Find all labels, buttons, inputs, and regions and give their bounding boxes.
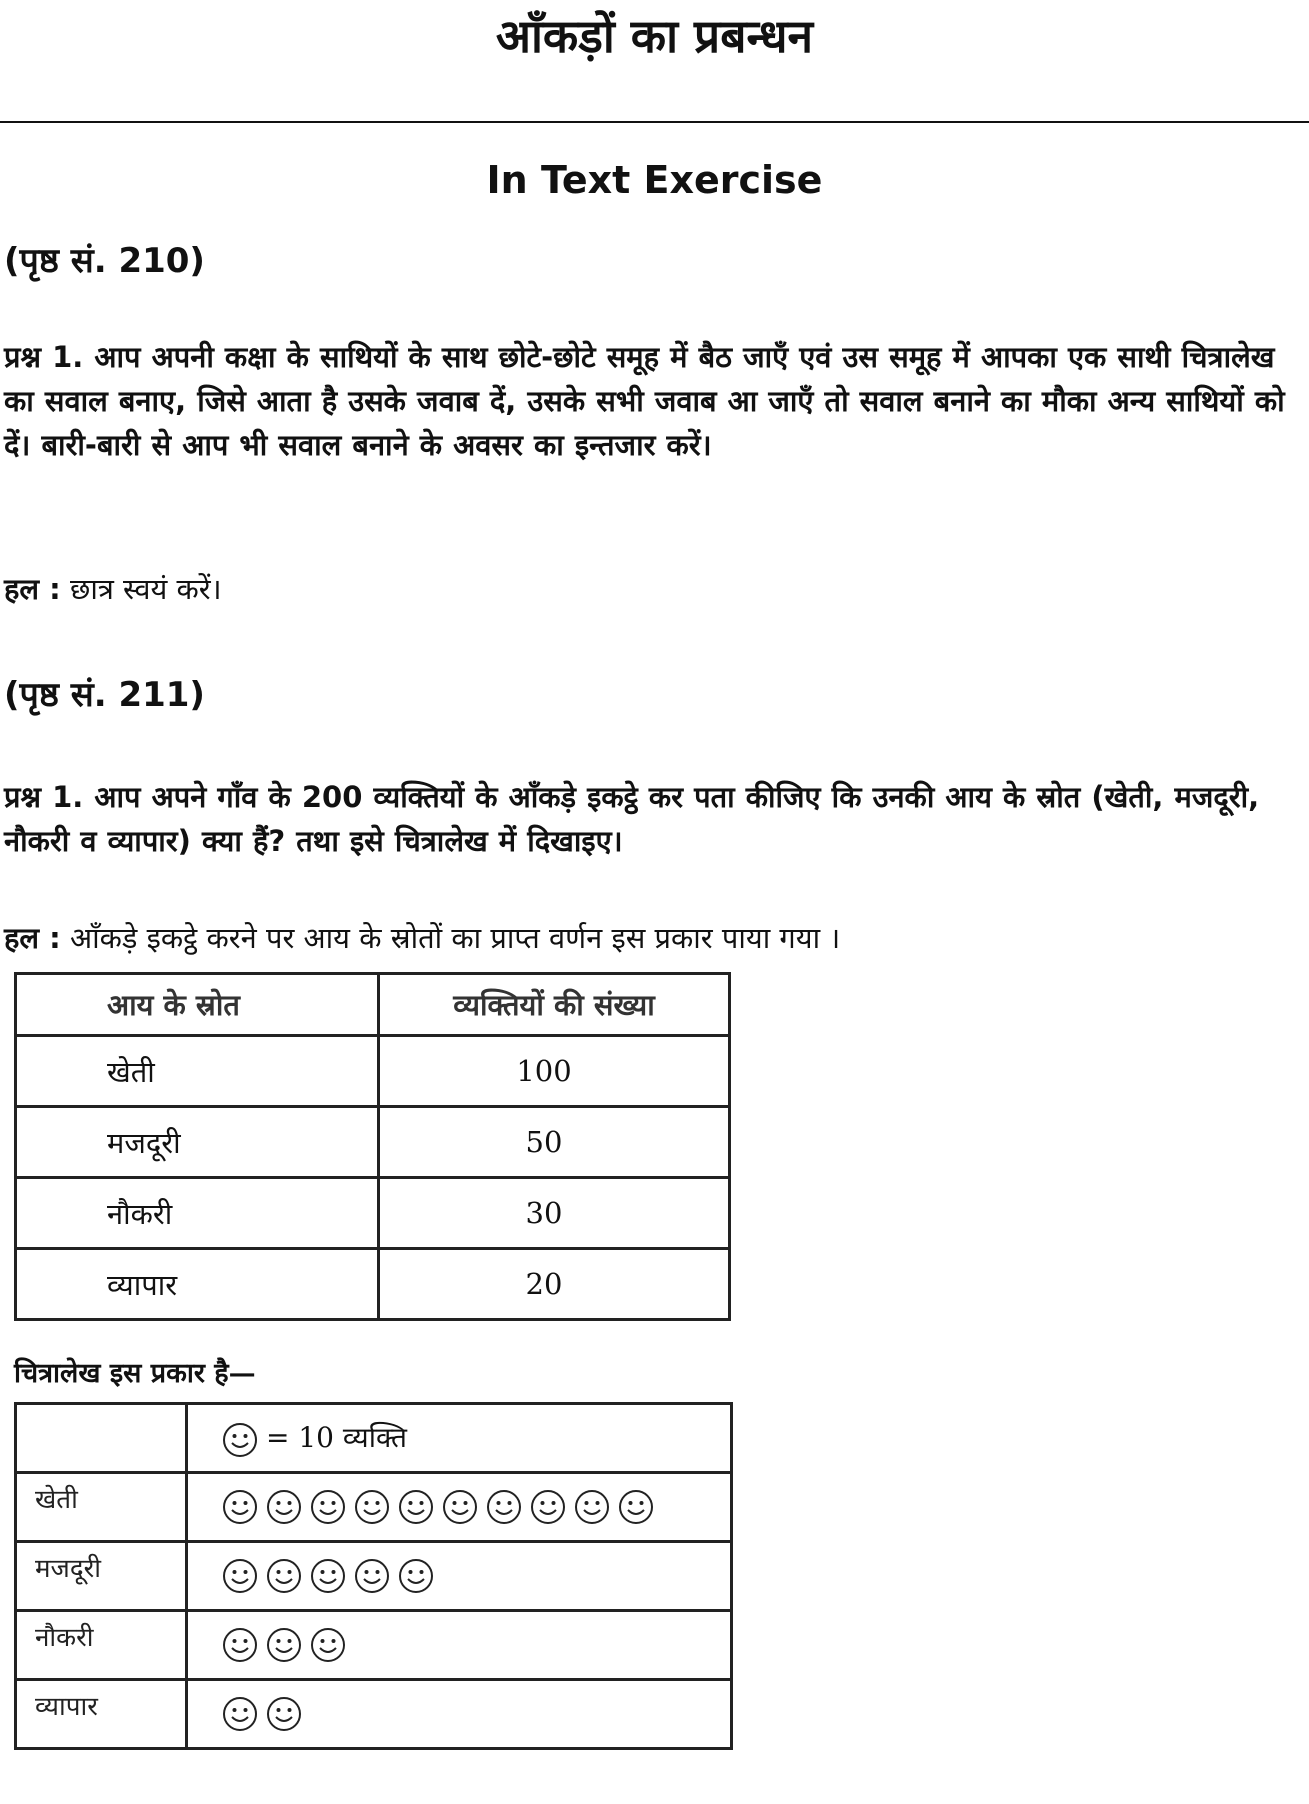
column-header-source: आय के स्रोत [16,974,379,1036]
pictograph-row [16,1473,732,1542]
smiley-face-icon [266,1627,302,1663]
smiley-face-icon [222,1489,258,1525]
smiley-face-icon [486,1489,522,1525]
cell-source: व्यापार [16,1249,379,1320]
smiley-face-icon [222,1696,258,1732]
cell-count: 100 [379,1036,730,1107]
question-1-page-211: प्रश्न 1. आप अपने गाँव के 200 व्यक्तियों के आँकड़े इकट्ठे कर पता कीजिए कि उनकी आय के स्रोत (खेती, मजदूरी, नौकरी व व्यापार) क्या हैं? तथा इसे चित्रालेख में दिखाइए। [4,780,1260,858]
smiley-face-icon [310,1489,346,1525]
answer-text: आँकड़े इकट्ठे करने पर आय के स्रोतों का प्राप्त वर्णन इस प्रकार पाया गया । [69,921,841,955]
smiley-face-icon [618,1489,654,1525]
pictograph-row-label: व्यापार [16,1680,187,1749]
smiley-face-icon [354,1489,390,1525]
smiley-face-icon [574,1489,610,1525]
cell-count: 30 [379,1178,730,1249]
smiley-face-icon [266,1558,302,1594]
smiley-face-icon [354,1558,390,1594]
column-header-count: व्यक्तियों की संख्या [379,974,730,1036]
cell-source: मजदूरी [16,1107,379,1178]
pictograph-caption: चित्रालेख इस प्रकार है— [14,1358,256,1389]
smiley-face-icon [222,1422,258,1458]
pictograph-icons [187,1680,732,1749]
answer-text: छात्र स्वयं करें। [69,572,222,606]
key-text: = 10 व्यक्ति [266,1421,407,1454]
smiley-face-icon [266,1696,302,1732]
pictograph-icons [187,1542,732,1611]
cell-count: 50 [379,1107,730,1178]
answer-label: हल : [4,572,61,606]
page-reference-210: (पृष्ठ सं. 210) [4,241,205,281]
pictograph-row-label: मजदूरी [16,1542,187,1611]
pictograph-icons [187,1611,732,1680]
pictograph-row [16,1680,732,1749]
pictograph-table [14,1402,733,1750]
page-reference-211: (पृष्ठ सं. 211) [4,675,205,715]
title-divider [0,121,1309,123]
smiley-face-icon [266,1489,302,1525]
section-subtitle: In Text Exercise [486,158,823,202]
smiley-face-icon [398,1558,434,1594]
table-row [16,1249,730,1320]
pictograph-row-label: नौकरी [16,1611,187,1680]
pictograph-row [16,1542,732,1611]
pictograph-key-row [16,1404,732,1473]
empty-cell [16,1404,187,1473]
pictograph-row-label: खेती [16,1473,187,1542]
smiley-face-icon [310,1558,346,1594]
pictograph-icons [187,1473,732,1542]
smiley-face-icon [398,1489,434,1525]
table-row [16,1036,730,1107]
answer-label: हल : [4,921,61,955]
table-header-row [16,974,730,1036]
smiley-face-icon [222,1627,258,1663]
answer-page-211 [4,916,1299,960]
cell-source: खेती [16,1036,379,1107]
table-row [16,1107,730,1178]
smiley-face-icon [222,1558,258,1594]
pictograph-key [187,1404,732,1473]
table-row [16,1178,730,1249]
answer-page-210 [4,567,1299,611]
page-title: आँकड़ों का प्रबन्धन [495,9,814,63]
question-1-page-210: प्रश्न 1. आप अपनी कक्षा के साथियों के साथ छोटे-छोटे समूह में बैठ जाएँ एवं उस समूह में आपका एक साथी चित्रालेख का सवाल बनाए, जिसे आता है उसके जवाब दें, उसके सभी जवाब आ जाएँ तो सवाल बनाने का मौका अन्य साथियों को दें। बारी-बारी से आप भी सवाल बनाने के अवसर का इन्तजार करें। [4,340,1285,462]
smiley-face-icon [442,1489,478,1525]
smiley-face-icon [530,1489,566,1525]
income-source-table [14,972,731,1321]
pictograph-row [16,1611,732,1680]
smiley-face-icon [310,1627,346,1663]
cell-source: नौकरी [16,1178,379,1249]
cell-count: 20 [379,1249,730,1320]
